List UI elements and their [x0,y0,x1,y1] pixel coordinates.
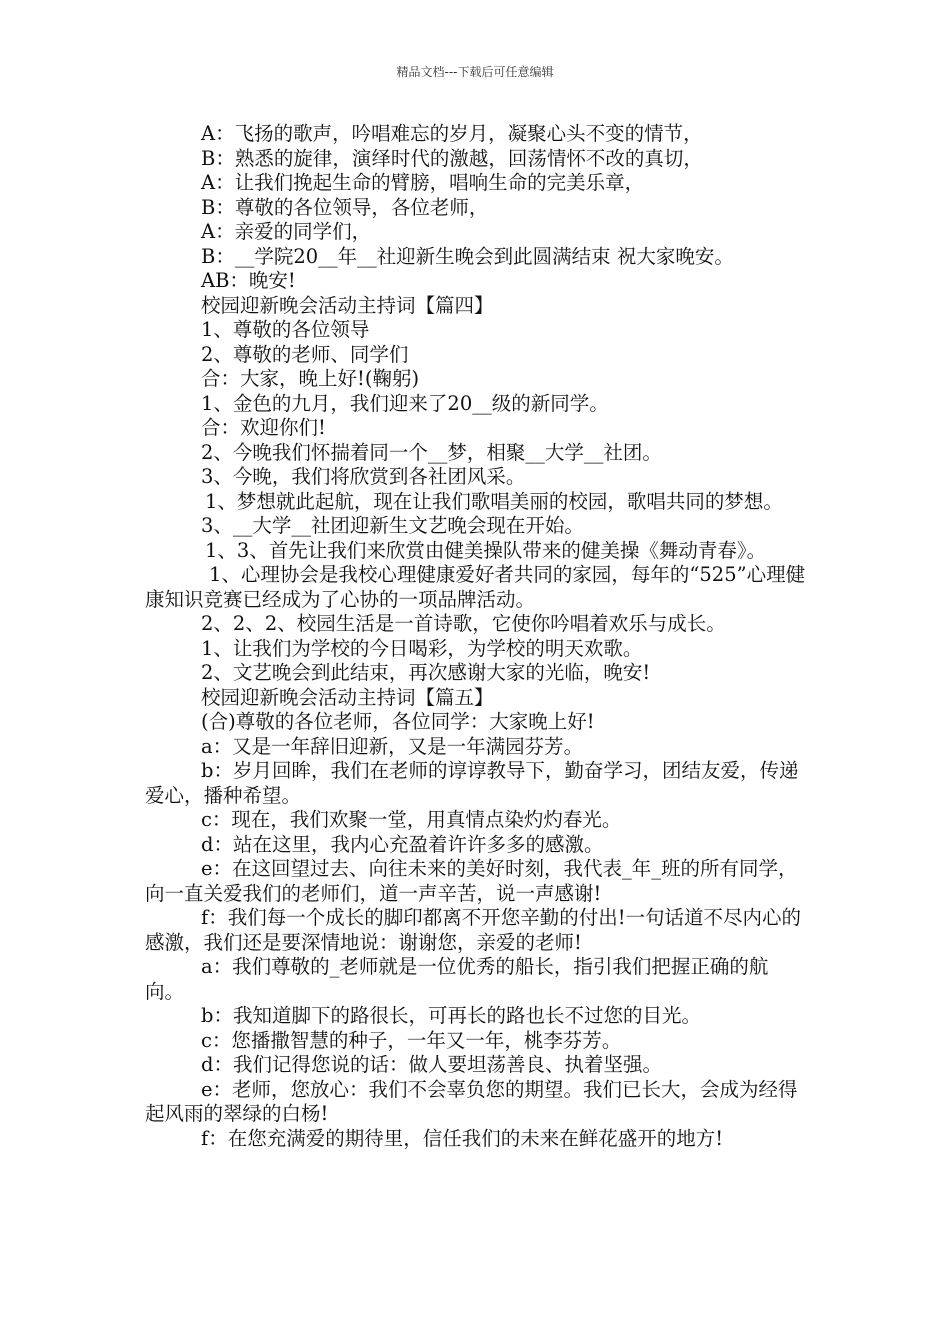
paragraph-14: 2、今晚我们怀揣着同一个__梦，相聚__大学__社团。 [201,440,662,464]
paragraph-18: 1、3、首先让我们来欣赏由健美操队带来的健美操《舞动青春》。 [205,538,767,562]
paragraph-13: 合：欢迎你们! [201,416,326,439]
paragraph-31: a：我们尊敬的_老师就是一位优秀的船长，指引我们把握正确的航向。 [145,955,769,1003]
paragraph-20: 2、2、2、校园生活是一首诗歌，它使你吟唱着欢乐与成长。 [201,612,726,635]
paragraph-15: 3、今晚，我们将欣赏到各社团风采。 [201,465,526,488]
paragraph-30: f：我们每一个成长的脚印都离不开您辛勤的付出!一句话道不尽内心的感激，我们还是要深情地说：谢谢您，亲爱的老师! [145,906,802,954]
paragraph-6: B：__学院20__年__社迎新生晚会到此圆满结束 祝大家晚安。 [201,244,734,268]
paragraph-24: (合)尊敬的各位老师，各位同学：大家晚上好! [201,710,595,733]
paragraph-10: 2、尊敬的老师、同学们 [201,342,409,366]
paragraph-4: B：尊敬的各位领导，各位老师， [201,195,489,219]
paragraph-21: 1、让我们为学校的今日喝彩，为学校的明天欢歌。 [201,636,643,660]
paragraph-5: A：亲爱的同学们， [201,220,372,243]
document-body [145,122,807,1151]
paragraph-33: c：您播撒智慧的种子，一年又一年，桃李芬芳。 [201,1028,622,1052]
paragraph-29: e：在这回望过去、向往未来的美好时刻，我代表_年_班的所有同学，向一直关爱我们的老师们，道一声辛苦，说一声感谢! [145,857,798,905]
paragraph-9: 1、尊敬的各位领导 [201,318,370,341]
paragraph-2: B：熟悉的旋律，演绎时代的激越，回荡情怀不改的真切， [201,146,703,170]
paragraph-34: d：我们记得您说的话：做人要坦荡善良、执着坚强。 [201,1053,662,1076]
paragraph-3: A：让我们挽起生命的臂膀，唱响生命的完美乐章， [201,171,645,194]
paragraph-27: c：现在，我们欢聚一堂，用真情点染灼灼春光。 [201,808,622,831]
section-heading-5: 校园迎新晚会活动主持词【篇五】 [201,685,494,709]
paragraph-7: AB：晚安! [201,269,296,292]
section-heading-4: 校园迎新晚会活动主持词【篇四】 [201,293,494,317]
paragraph-16: 1、梦想就此起航，现在让我们歌唱美丽的校园，歌唱共同的梦想。 [205,489,783,513]
paragraph-26: b：岁月回眸，我们在老师的谆谆教导下，勤奋学习，团结友爱，传递爱心，播种希望。 [145,759,799,807]
paragraph-28: d：站在这里，我内心充盈着许许多多的感激。 [201,832,604,856]
paragraph-17: 3、__大学__社团迎新生文艺晚会现在开始。 [201,514,584,537]
paragraph-22: 2、文艺晚会到此结束，再次感谢大家的光临，晚安! [201,661,651,684]
paragraph-12: 1、金色的九月，我们迎来了20__级的新同学。 [201,391,609,415]
paragraph-19: 1、心理协会是我校心理健康爱好者共同的家园，每年的“525”心理健康知识竞赛已经成为了心协的一项品牌活动。 [145,563,806,611]
paragraph-1: A：飞扬的歌声，吟唱难忘的岁月，凝聚心头不变的情节， [201,122,703,145]
paragraph-25: a：又是一年辞旧迎新，又是一年满园芬芳。 [201,734,584,758]
paragraph-32: b：我知道脚下的路很长，可再长的路也长不过您的目光。 [201,1004,701,1027]
paragraph-11: 合：大家，晚上好!(鞠躬) [201,367,420,390]
paragraph-35: e：老师，您放心：我们不会辜负您的期望。我们已长大，会成为经得起风雨的翠绿的白杨! [145,1077,798,1125]
paragraph-36: f：在您充满爱的期待里，信任我们的未来在鲜花盛开的地方! [201,1126,724,1150]
page-header: 精品文档---下载后可任意编辑 [396,65,554,79]
